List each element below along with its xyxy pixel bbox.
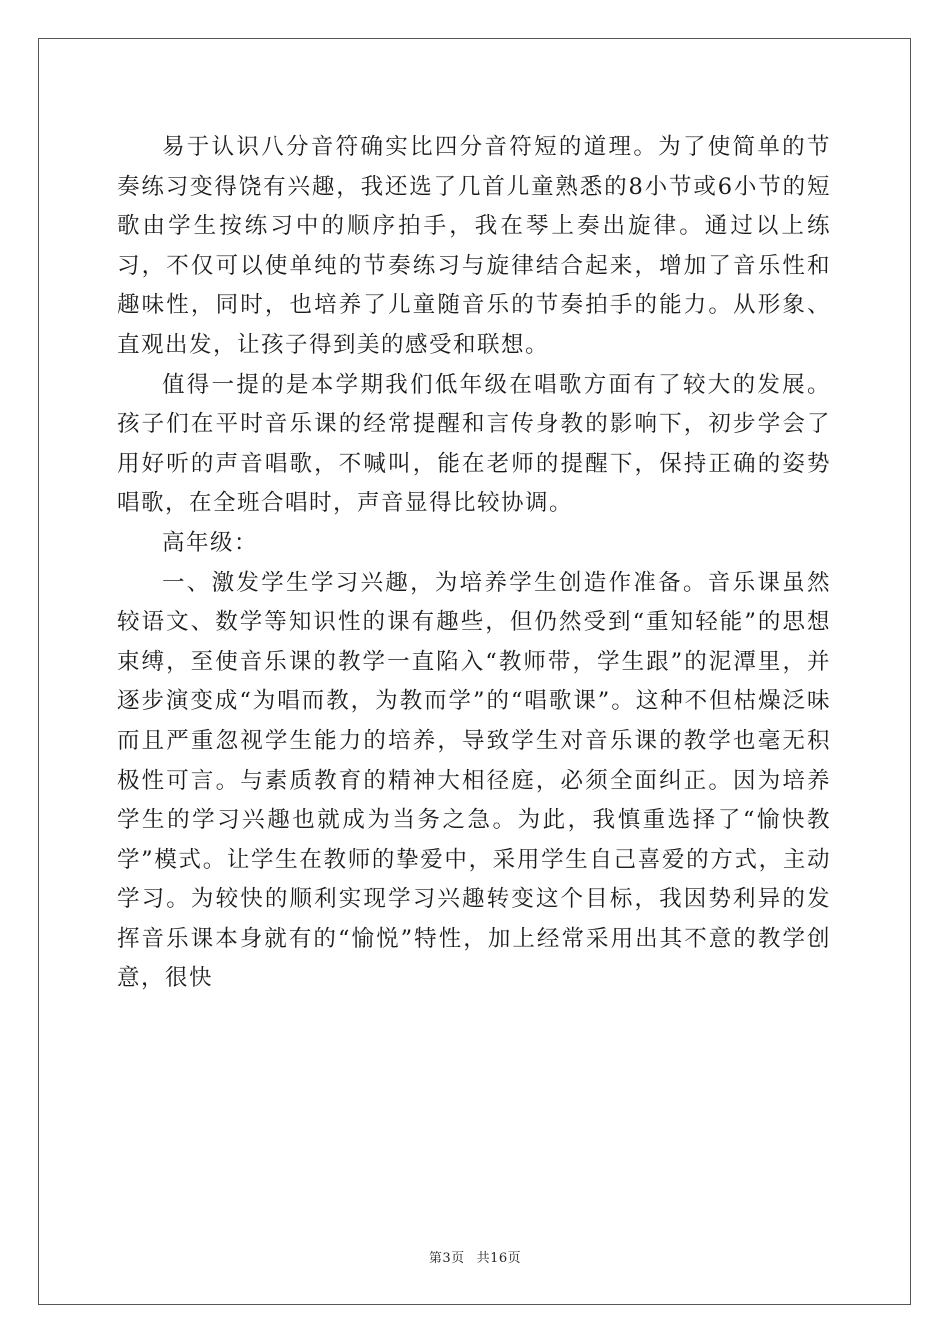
document-body (117, 128, 831, 999)
section-heading-senior-grade: 高年级： (162, 529, 259, 556)
paragraph-singing-progress: 值得一提的是本学期我们低年级在唱歌方面有了较大的发展。孩子们在平时音乐课的经常提醒和言传身教的影响下，初步学会了用好听的声音唱歌，不喊叫，能在老师的提醒下，保持正确的姿势唱歌，在全班合唱时，声音显得比较协调。 (117, 371, 831, 517)
page-number: 第3页 (428, 1251, 465, 1266)
paragraph-rhythm-practice: 易于认识八分音符确实比四分音符短的道理。为了使简单的节奏练习变得饶有兴趣，我还选了几首儿童熟悉的8小节或6小节的短歌由学生按练习中的顺序拍手，我在琴上奏出旋律。通过以上练习，不仅可以使单纯的节奏练习与旋律结合起来，增加了音乐性和趣味性，同时，也培养了儿童随音乐的节奏拍手的能力。从形象、直观出发，让孩子得到美的感受和联想。 (117, 134, 831, 358)
total-pages: 共16页 (476, 1251, 522, 1266)
paragraph-interest-motivation: 一、激发学生学习兴趣，为培养学生创造作准备。音乐课虽然较语文、数学等知识性的课有趣些，但仍然受到“重知轻能”的思想束缚，至使音乐课的教学一直陷入“教师带，学生跟”的泥潭里，并逐步演变成“为唱而教，为教而学”的“唱歌课”。这种不但枯燥泛味而且严重忽视学生能力的培养，导致学生对音乐课的教学也毫无积极性可言。与素质教育的精神大相径庭，必须全面纠正。因为培养学生的学习兴趣也就成为当务之急。为此，我慎重选择了“愉快教学”模式。让学生在教师的挚爱中，采用学生自己喜爱的方式，主动学习。为较快的顺利实现学习兴趣转变这个目标，我因势利异的发挥音乐课本身就有的“愉悦”特性，加上经常采用出其不意的教学创意，很快 (117, 569, 831, 992)
page-footer (0, 1247, 950, 1266)
